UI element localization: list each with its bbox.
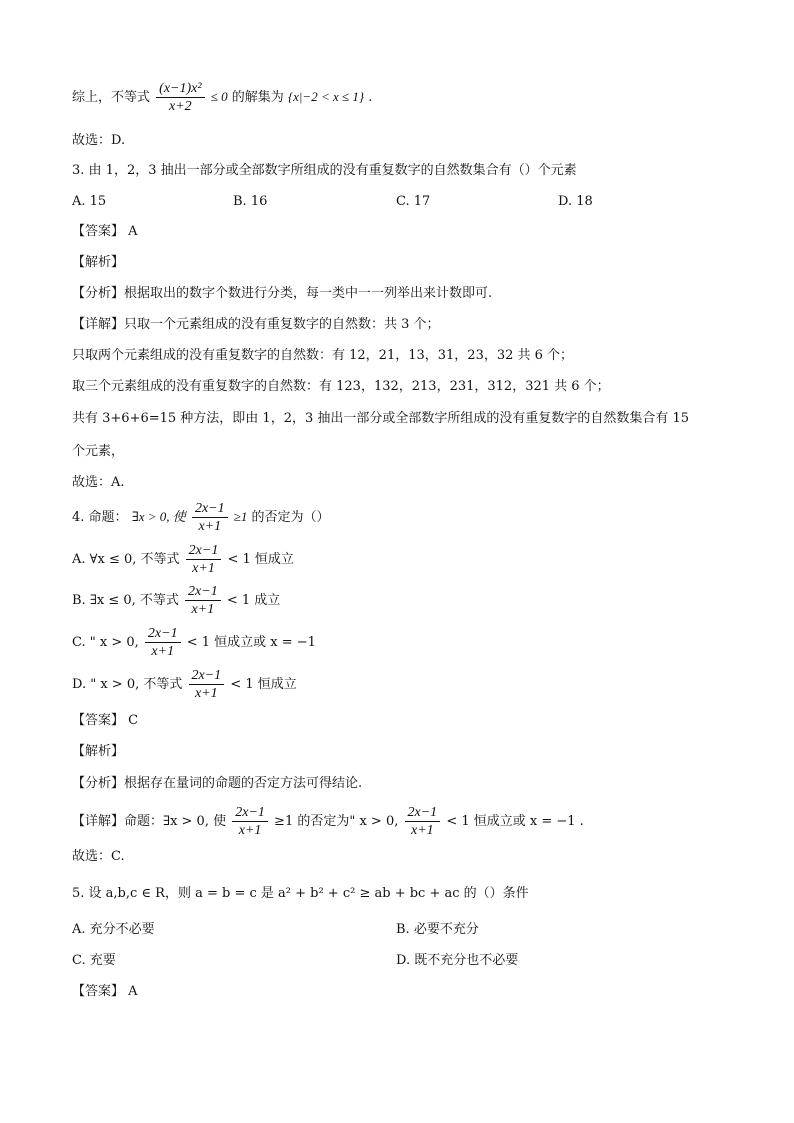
solution-set: {x|−2 < x ≤ 1} — [287, 89, 365, 104]
fenxi-tag: 【分析】 — [72, 776, 125, 791]
q3-fenxi-line — [72, 285, 492, 303]
answer-tag: 【答案】 — [72, 224, 125, 239]
fraction-numerator: 2x−1 — [232, 804, 268, 822]
q3-option-d: D. 18 — [558, 194, 593, 209]
fraction — [189, 667, 225, 702]
q4-stem — [72, 500, 330, 535]
xiangjie-mid: ≥1 的否定为" x > 0, — [274, 814, 399, 829]
fraction-numerator: (x−1)x² — [156, 80, 204, 98]
q4-option-c — [72, 625, 316, 660]
q4-stem-suffix: 的否定为（） — [251, 510, 330, 525]
summary-line — [72, 80, 372, 115]
period: . — [368, 90, 373, 105]
q4-condition: ∃x > 0, 使 — [131, 509, 186, 524]
q3-option-a: A. 15 — [72, 194, 107, 209]
answer-value: A — [128, 224, 138, 239]
answer-value: C — [128, 713, 139, 728]
q3-detail-3: 取三个元素组成的没有重复数字的自然数：有 123，132，213，231，312，321 共 6 个； — [72, 379, 610, 394]
xiangjie-text: 只取一个元素组成的没有重复数字的自然数：共 3 个； — [124, 317, 440, 332]
q3-answer-line — [72, 223, 138, 241]
relation: ≥1 — [233, 509, 248, 524]
option-suffix: < 1 恒成立 — [230, 677, 297, 692]
q3-xiangjie-line — [72, 316, 440, 334]
summary-prefix: 综上，不等式 — [72, 90, 151, 105]
fraction-denominator: x+1 — [198, 519, 222, 534]
relation: ≤ 0 — [210, 89, 228, 104]
q4-analysis-tag: 【解析】 — [72, 744, 125, 759]
q3-detail-5: 个元素， — [72, 444, 125, 459]
option-prefix: D. " x > 0, 不等式 — [72, 677, 183, 692]
fraction-numerator: 2x−1 — [189, 667, 225, 685]
q4-option-d — [72, 667, 297, 702]
fraction-denominator: x+1 — [191, 602, 215, 617]
fenxi-tag: 【分析】 — [72, 286, 125, 301]
answer-value: A — [128, 984, 138, 999]
fraction — [185, 583, 221, 618]
q4-xiangjie-line — [72, 804, 584, 839]
fraction — [186, 542, 222, 577]
option-prefix: C. " x > 0, — [72, 635, 139, 650]
q5-option-a: A. 充分不必要 — [72, 922, 155, 937]
option-prefix: A. ∀x ≤ 0, 不等式 — [72, 552, 180, 567]
q4-option-a — [72, 542, 294, 577]
choose-line-q2: 故选：D. — [72, 133, 126, 148]
xiangjie-suffix: < 1 恒成立或 x = −1 . — [446, 814, 584, 829]
fraction — [145, 625, 181, 660]
q5-answer-line — [72, 983, 138, 1001]
fraction-numerator: 2x−1 — [145, 625, 181, 643]
q3-analysis-tag: 【解析】 — [72, 255, 125, 270]
q4-stem-prefix: 4. 命题： — [72, 510, 128, 525]
q3-option-c: C. 17 — [396, 194, 431, 209]
xiangjie-tag: 【详解】 — [72, 814, 125, 829]
option-suffix: < 1 成立 — [226, 593, 281, 608]
fraction — [405, 804, 441, 839]
q4-fenxi-line — [72, 775, 362, 793]
fraction-numerator: 2x−1 — [405, 804, 441, 822]
q5-option-b: B. 必要不充分 — [396, 922, 479, 937]
xiangjie-tag: 【详解】 — [72, 317, 125, 332]
fenxi-text: 根据存在量词的命题的否定方法可得结论. — [124, 776, 363, 791]
q4-option-b — [72, 583, 280, 618]
q3-option-b: B. 16 — [233, 194, 268, 209]
fraction-denominator: x+1 — [411, 823, 434, 838]
fraction-denominator: x+1 — [238, 823, 262, 838]
option-suffix: < 1 恒成立 — [227, 552, 294, 567]
q3-choose: 故选：A. — [72, 475, 125, 490]
summary-mid: 的解集为 — [231, 90, 284, 105]
xiangjie-prefix: 命题：∃x > 0, 使 — [124, 814, 227, 829]
fraction-denominator: x+1 — [151, 644, 175, 659]
fraction — [232, 804, 268, 839]
q4-answer-line — [72, 712, 138, 730]
fraction — [156, 80, 204, 115]
fraction-numerator: 2x−1 — [186, 542, 222, 560]
q3-detail-4: 共有 3+6+6=15 种方法，即由 1，2，3 抽出一部分或全部数字所组成的没有重复数字的自然数集合有 15 — [72, 411, 690, 426]
answer-tag: 【答案】 — [72, 713, 125, 728]
q4-choose: 故选：C. — [72, 849, 125, 864]
fraction-numerator: 2x−1 — [192, 500, 228, 518]
answer-tag: 【答案】 — [72, 984, 125, 999]
fraction — [192, 500, 228, 535]
q3-detail-2: 只取两个元素组成的没有重复数字的自然数：有 12，21，13，31，23，32 共 6 个； — [72, 348, 574, 363]
q3-stem: 3. 由 1，2，3 抽出一部分或全部数字所组成的没有重复数字的自然数集合有（）个元素 — [72, 163, 577, 178]
q5-stem: 5. 设 a,b,c ∈ R，则 a = b = c 是 a² + b² + c² ≥ ab + bc + ac 的（）条件 — [72, 886, 529, 901]
q5-option-d: D. 既不充分也不必要 — [396, 953, 519, 968]
option-suffix: < 1 恒成立或 x = −1 — [186, 635, 316, 650]
q5-option-c: C. 充要 — [72, 953, 116, 968]
fraction-numerator: 2x−1 — [185, 583, 221, 601]
option-prefix: B. ∃x ≤ 0, 不等式 — [72, 593, 179, 608]
fraction-denominator: x+1 — [195, 686, 218, 701]
fraction-denominator: x+1 — [192, 561, 215, 576]
fenxi-text: 根据取出的数字个数进行分类，每一类中一一列举出来计数即可. — [124, 286, 493, 301]
fraction-denominator: x+2 — [169, 99, 192, 114]
